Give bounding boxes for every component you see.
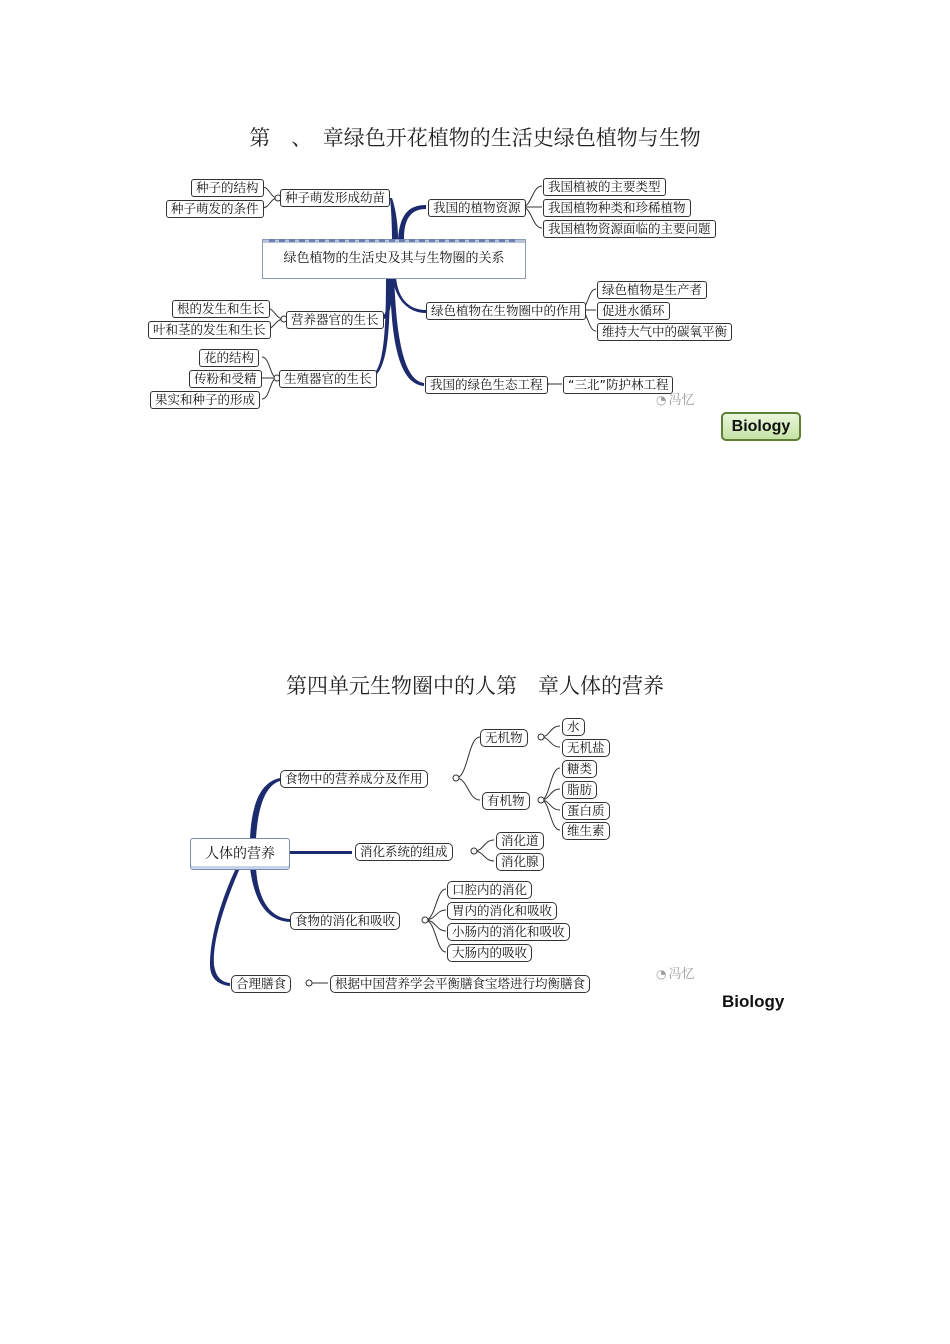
node-germination-conditions: 种子萌发的条件 — [166, 200, 264, 218]
biology-label: Biology — [722, 992, 785, 1011]
node-sugar: 糖类 — [562, 760, 597, 778]
mindmap-center-node: 绿色植物的生活史及其与生物圈的关系 — [262, 239, 526, 279]
node-mouth: 口腔内的消化 — [447, 881, 532, 899]
node-seed-structure: 种子的结构 — [191, 179, 264, 197]
node-organic: 有机物 — [482, 792, 530, 810]
node-vegetative-growth: 营养器官的生长 — [286, 311, 384, 329]
node-inorganic: 无机物 — [480, 729, 528, 747]
node-gland: 消化腺 — [496, 853, 544, 871]
node-flower-structure: 花的结构 — [199, 349, 259, 367]
node-water-cycle: 促进水循环 — [597, 302, 670, 320]
node-vegetation-types: 我国植被的主要类型 — [543, 178, 666, 196]
node-resource-problems: 我国植物资源面临的主要问题 — [543, 220, 716, 238]
node-green-project: 我国的绿色生态工程 — [425, 376, 548, 394]
node-seed-germination: 种子萌发形成幼苗 — [280, 189, 390, 207]
node-diet: 合理膳食 — [231, 975, 291, 993]
node-tract: 消化道 — [496, 832, 544, 850]
node-protein: 蛋白质 — [562, 802, 610, 820]
node-small-intestine: 小肠内的消化和吸收 — [447, 923, 570, 941]
node-pollination: 传粉和受精 — [189, 370, 262, 388]
watermark-2: ◔ 冯忆 — [656, 967, 695, 982]
node-plant-resources: 我国的植物资源 — [428, 199, 526, 217]
node-fruit-seed: 果实和种子的形成 — [150, 391, 260, 409]
node-vitamin: 维生素 — [562, 822, 610, 840]
node-large-intestine: 大肠内的吸收 — [447, 944, 532, 962]
watermark: ◔ 冯忆 — [656, 393, 695, 408]
node-digestive-system: 消化系统的组成 — [355, 843, 453, 861]
biology-badge: Biology — [721, 412, 801, 441]
node-stomach: 胃内的消化和吸收 — [447, 902, 557, 920]
node-salt: 无机盐 — [562, 739, 610, 757]
node-species-rare: 我国植物种类和珍稀植物 — [543, 199, 691, 217]
node-three-north: “三北”防护林工程 — [563, 376, 673, 394]
chat-bubble-icon: ◔ — [656, 393, 667, 407]
node-carbon-oxygen: 维持大气中的碳氧平衡 — [597, 323, 732, 341]
node-root-growth: 根的发生和生长 — [172, 300, 270, 318]
node-producer: 绿色植物是生产者 — [597, 281, 707, 299]
chat-bubble-icon: ◔ — [656, 967, 667, 981]
node-fat: 脂肪 — [562, 781, 597, 799]
node-digestion: 食物的消化和吸收 — [290, 912, 400, 930]
node-diet-detail: 根据中国营养学会平衡膳食宝塔进行均衡膳食 — [330, 975, 590, 993]
node-water: 水 — [562, 718, 585, 736]
node-nutrients: 食物中的营养成分及作用 — [280, 770, 428, 788]
node-plant-role: 绿色植物在生物圈中的作用 — [426, 302, 586, 320]
mindmap-center-node-2: 人体的营养 — [190, 838, 290, 870]
page-title-unit: 第四单元生物圈中的人第 章人体的营养 — [286, 674, 664, 698]
page-title-chapter: 第 、 章绿色开花植物的生活史绿色植物与生物 — [249, 126, 701, 150]
node-reproductive-growth: 生殖器官的生长 — [279, 370, 377, 388]
node-leaf-stem-growth: 叶和茎的发生和生长 — [148, 321, 271, 339]
